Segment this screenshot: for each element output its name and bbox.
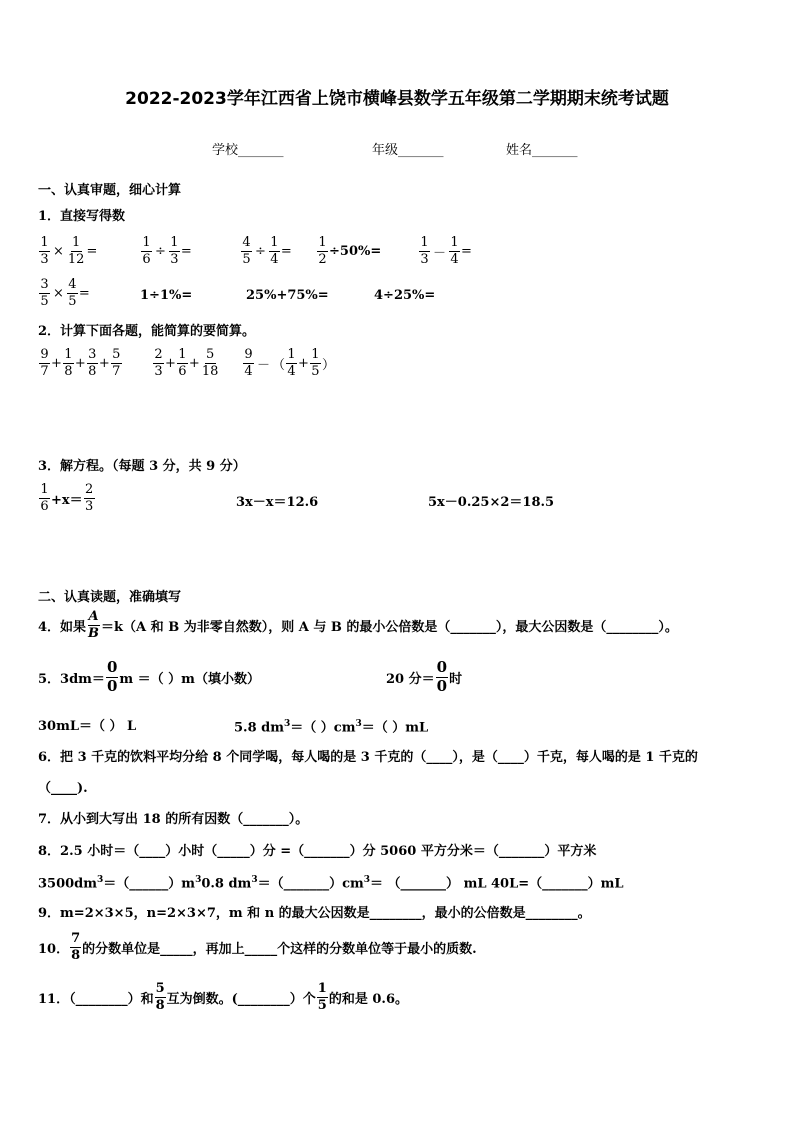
fraction: $\frac{1}{8}$	[64, 347, 73, 379]
fraction: $\frac{9}{4}$	[244, 347, 253, 379]
fraction: $\frac{1}{3}$	[170, 235, 179, 267]
q5-line1: 5．3dm＝ $\frac{0}{0}$ m ＝（ ）m（填小数）	[38, 658, 260, 695]
fraction: $\frac{5}{8}$	[155, 981, 165, 1013]
q2-expr2: $\frac{2}{3}$ + $\frac{1}{6}$ + $\frac{5}{18}$	[154, 347, 219, 379]
q3-eq2: 3x－x＝12.6	[236, 495, 319, 510]
q6-line1: 6．把 3 千克的饮料平均分给 8 个同学喝，每人喝的是 3 千克的（____），是（____）千克，每人喝的是 1 千克的	[38, 750, 698, 765]
fraction: $\frac{0}{0}$	[106, 658, 118, 695]
fraction: $\frac{7}{8}$	[71, 931, 81, 963]
fraction: $\frac{1}{4}$	[450, 235, 459, 267]
q4: 4．如果 $\frac{A}{B}$ ＝k（A 和 B 为非零自然数），则 A 与 B 的最小公倍数是（_______），最大公因数是（________）。	[38, 609, 678, 641]
q2-expr3: $\frac{9}{4}$ － （ $\frac{1}{4}$ + $\frac{1}{5}$ ）	[244, 347, 335, 379]
fraction: $\frac{1}{6}$	[178, 347, 187, 379]
fraction: $\frac{A}{B}$	[88, 609, 100, 641]
q6-line2: （____).	[38, 781, 88, 796]
fraction: $\frac{5}{7}$	[112, 347, 121, 379]
q1-label: 1．直接写得数	[38, 209, 126, 224]
q8-line2: $3500dm^3=(\_\_\_\_\_\_)m^30.8$ $dm^3=(\_\_\_\_\_\_\_)cm^3=$ （_______） mL 40L=（_______）mL	[38, 875, 624, 892]
fraction: $\frac{1}{4}$	[270, 235, 279, 267]
q1-expr7: 1÷1%=	[140, 288, 193, 303]
q3-eq3: 5x－0.25×2＝18.5	[428, 495, 555, 510]
fraction: $\frac{5}{18}$	[201, 347, 219, 379]
q1-expr1: $\frac{1}{3}$ × $\frac{1}{12}$ =	[40, 235, 98, 267]
fraction: $\frac{1}{3}$	[420, 235, 429, 267]
q9: 9．m=2×3×5，n=2×3×7，m 和 n 的最大公因数是________，最小的公倍数是________。	[38, 906, 591, 921]
q1-expr3: $\frac{4}{5}$ ÷ $\frac{1}{4}$ =	[242, 235, 292, 267]
fraction: $\frac{1}{6}$	[40, 482, 49, 514]
section1-heading: 一、认真审题，细心计算	[38, 183, 182, 198]
fraction: $\frac{1}{4}$	[287, 347, 296, 379]
fraction: $\frac{9}{7}$	[40, 347, 49, 379]
q5-line2b: 5.8 $dm^3=$（ ）$cm^3=$（ ）mL	[234, 719, 429, 736]
q5-line1b: 20 分＝ $\frac{0}{0}$ 时	[386, 658, 463, 695]
page-title: 2022-2023学年江西省上饶市横峰县数学五年级第二学期期末统考试题	[125, 89, 669, 109]
fraction: $\frac{1}{6}$	[142, 235, 151, 267]
fraction: $\frac{4}{5}$	[68, 277, 77, 309]
fraction: $\frac{2}{3}$	[85, 482, 94, 514]
school-field: 学校_______	[212, 143, 284, 158]
q11: 11．（________）和 $\frac{5}{8}$ 互为倒数。(________）个 $\frac{1}{5}$ 的和是 0.6。	[38, 981, 408, 1013]
q3-eq1: $\frac{1}{6}$ +x＝ $\frac{2}{3}$	[40, 482, 94, 514]
fraction: $\frac{4}{5}$	[242, 235, 251, 267]
name-field: 姓名_______	[506, 143, 578, 158]
fraction: $\frac{3}{5}$	[40, 277, 49, 309]
q3-label: 3．解方程。（每题 3 分，共 9 分）	[38, 459, 246, 474]
q7: 7．从小到大写出 18 的所有因数（_______）。	[38, 812, 309, 827]
q1-expr9: 4÷25%=	[374, 288, 436, 303]
q1-expr6: $\frac{3}{5}$ × $\frac{4}{5}$ =	[40, 277, 90, 309]
q10: 10． $\frac{7}{8}$ 的分数单位是_____，再加上_____个这样的分数单位等于最小的质数.	[38, 931, 477, 963]
q1-expr2: $\frac{1}{6}$ ÷ $\frac{1}{3}$ =	[142, 235, 192, 267]
fraction: $\frac{1}{5}$	[311, 347, 320, 379]
q2-expr1: $\frac{9}{7}$ + $\frac{1}{8}$ + $\frac{3}{8}$ + $\frac{5}{7}$	[40, 347, 121, 379]
fraction: $\frac{1}{2}$	[318, 235, 327, 267]
section2-heading: 二、认真读题，准确填写	[38, 590, 182, 605]
fraction: $\frac{3}{8}$	[88, 347, 97, 379]
fraction: $\frac{1}{12}$	[67, 235, 85, 267]
q5-line2a: 30mL＝（ ） L	[38, 719, 137, 734]
fraction: $\frac{0}{0}$	[436, 658, 448, 695]
q8-line1: 8．2.5 小时＝（____）小时（_____）分 =（_______）分 5060 平方分米＝（_______）平方米	[38, 844, 597, 859]
fraction: $\frac{1}{5}$	[317, 981, 327, 1013]
q2-label: 2．计算下面各题，能简算的要简算。	[38, 324, 256, 339]
q1-expr5: $\frac{1}{3}$ － $\frac{1}{4}$ =	[420, 235, 472, 267]
grade-field: 年级_______	[372, 143, 444, 158]
fraction: $\frac{2}{3}$	[154, 347, 163, 379]
q1-expr8: 25%+75%=	[246, 288, 329, 303]
fraction: $\frac{1}{3}$	[40, 235, 49, 267]
q1-expr4: $\frac{1}{2}$ ÷50%=	[318, 235, 382, 267]
